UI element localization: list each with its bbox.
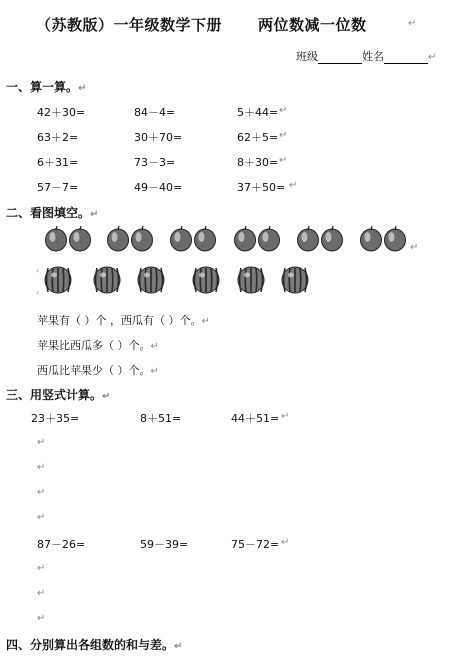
problem: 44＋51=: [231, 412, 280, 425]
name-blank[interactable]: [384, 52, 428, 64]
paragraph-mark: ↵: [279, 105, 288, 116]
class-name-line: [296, 48, 436, 64]
class-label: 班级: [296, 50, 318, 63]
fill-question-3-text: 西瓜比苹果少（ ）个。: [37, 364, 151, 377]
problem: 8＋51=: [140, 412, 182, 425]
section1-heading: [6, 78, 86, 95]
problem: 87－26=: [37, 538, 86, 551]
paragraph-mark: ↵: [37, 613, 46, 624]
paragraph-mark: ↵: [281, 411, 290, 422]
problem: 37＋50=: [237, 181, 286, 194]
section4-heading-text: 四、分别算出各组数的和与差。: [6, 638, 175, 652]
problem: 84－4=: [134, 106, 176, 119]
problem: 57－7=: [37, 181, 79, 194]
apple-icon: [259, 226, 280, 251]
section4-heading: [6, 636, 182, 653]
problem: 6＋31=: [37, 156, 79, 169]
fill-question-1: [37, 312, 210, 328]
apple-icon: [132, 226, 153, 251]
problem: 30＋70=: [134, 131, 183, 144]
watermelon-icon: [193, 267, 219, 293]
paragraph-mark: ↵: [150, 341, 159, 352]
apple-icon: [46, 226, 67, 251]
apple-icon: [385, 226, 406, 251]
problem: 62＋5=: [237, 131, 279, 144]
problem: 5＋44=: [237, 106, 279, 119]
paragraph-mark: ↵: [37, 563, 46, 574]
problem: 73－3=: [134, 156, 176, 169]
paragraph-mark: ↵: [279, 130, 288, 141]
fill-question-3: [37, 362, 159, 378]
apple-icon: [322, 226, 343, 251]
watermelon-icon: [45, 267, 71, 293]
paragraph-mark: ↵: [281, 537, 290, 548]
problem: 8＋30=: [237, 156, 279, 169]
paragraph-mark: ↵: [279, 155, 288, 166]
watermelon-icon: [238, 267, 264, 293]
watermelon-icon: [138, 267, 164, 293]
paragraph-mark: ↵: [90, 209, 99, 220]
paragraph-mark: ‹: [36, 288, 40, 297]
name-label: 姓名: [362, 50, 384, 63]
worksheet-subtitle: 两位数减一位数: [258, 16, 367, 34]
paragraph-mark: ↵: [174, 641, 183, 652]
section1-heading-text: 一、算一算。: [6, 80, 79, 94]
paragraph-mark: ↵: [201, 316, 210, 327]
paragraph-mark: ‹: [36, 266, 40, 275]
problem: 59－39=: [140, 538, 189, 551]
paragraph-mark: ↵: [408, 18, 417, 29]
watermelon-image-row: [0, 262, 460, 302]
apple-icon: [108, 226, 129, 251]
problem: 63＋2=: [37, 131, 79, 144]
paragraph-mark: ↵: [37, 487, 46, 498]
paragraph-mark: ↵: [37, 512, 46, 523]
paragraph-mark: ↵: [410, 242, 419, 253]
apple-icon: [195, 226, 216, 251]
problem: 42＋30=: [37, 106, 86, 119]
paragraph-mark: ↵: [289, 180, 298, 191]
paragraph-mark: ↵: [78, 83, 87, 94]
apple-icon: [70, 226, 91, 251]
section2-heading: [6, 204, 98, 221]
paragraph-mark: ↵: [150, 366, 159, 377]
apple-icon: [235, 226, 256, 251]
fill-question-2-text: 苹果比西瓜多（ ）个。: [37, 339, 151, 352]
fill-question-1-text: 苹果有（ ）个 ，西瓜有（ ）个。: [37, 314, 202, 327]
apple-icon: [171, 226, 192, 251]
fill-question-2: [37, 337, 159, 353]
problem: 23＋35=: [31, 412, 80, 425]
worksheet-title: （苏教版）一年级数学下册: [36, 16, 223, 34]
class-blank[interactable]: [318, 52, 362, 64]
paragraph-mark: ↵: [102, 391, 111, 402]
watermelon-icon: [282, 267, 308, 293]
paragraph-mark: ↵: [428, 52, 437, 63]
paragraph-mark: ↵: [37, 437, 46, 448]
section3-heading-text: 三、用竖式计算。: [6, 388, 103, 402]
apple-icon: [361, 226, 382, 251]
paragraph-mark: ↵: [37, 462, 46, 473]
watermelon-icon: [94, 267, 120, 293]
section2-heading-text: 二、看图填空。: [6, 206, 91, 220]
apple-icon: [298, 226, 319, 251]
paragraph-mark: ↵: [37, 588, 46, 599]
problem: 49－40=: [134, 181, 183, 194]
apple-image-row: [0, 222, 460, 262]
problem: 75－72=: [231, 538, 280, 551]
section3-heading: [6, 386, 110, 403]
